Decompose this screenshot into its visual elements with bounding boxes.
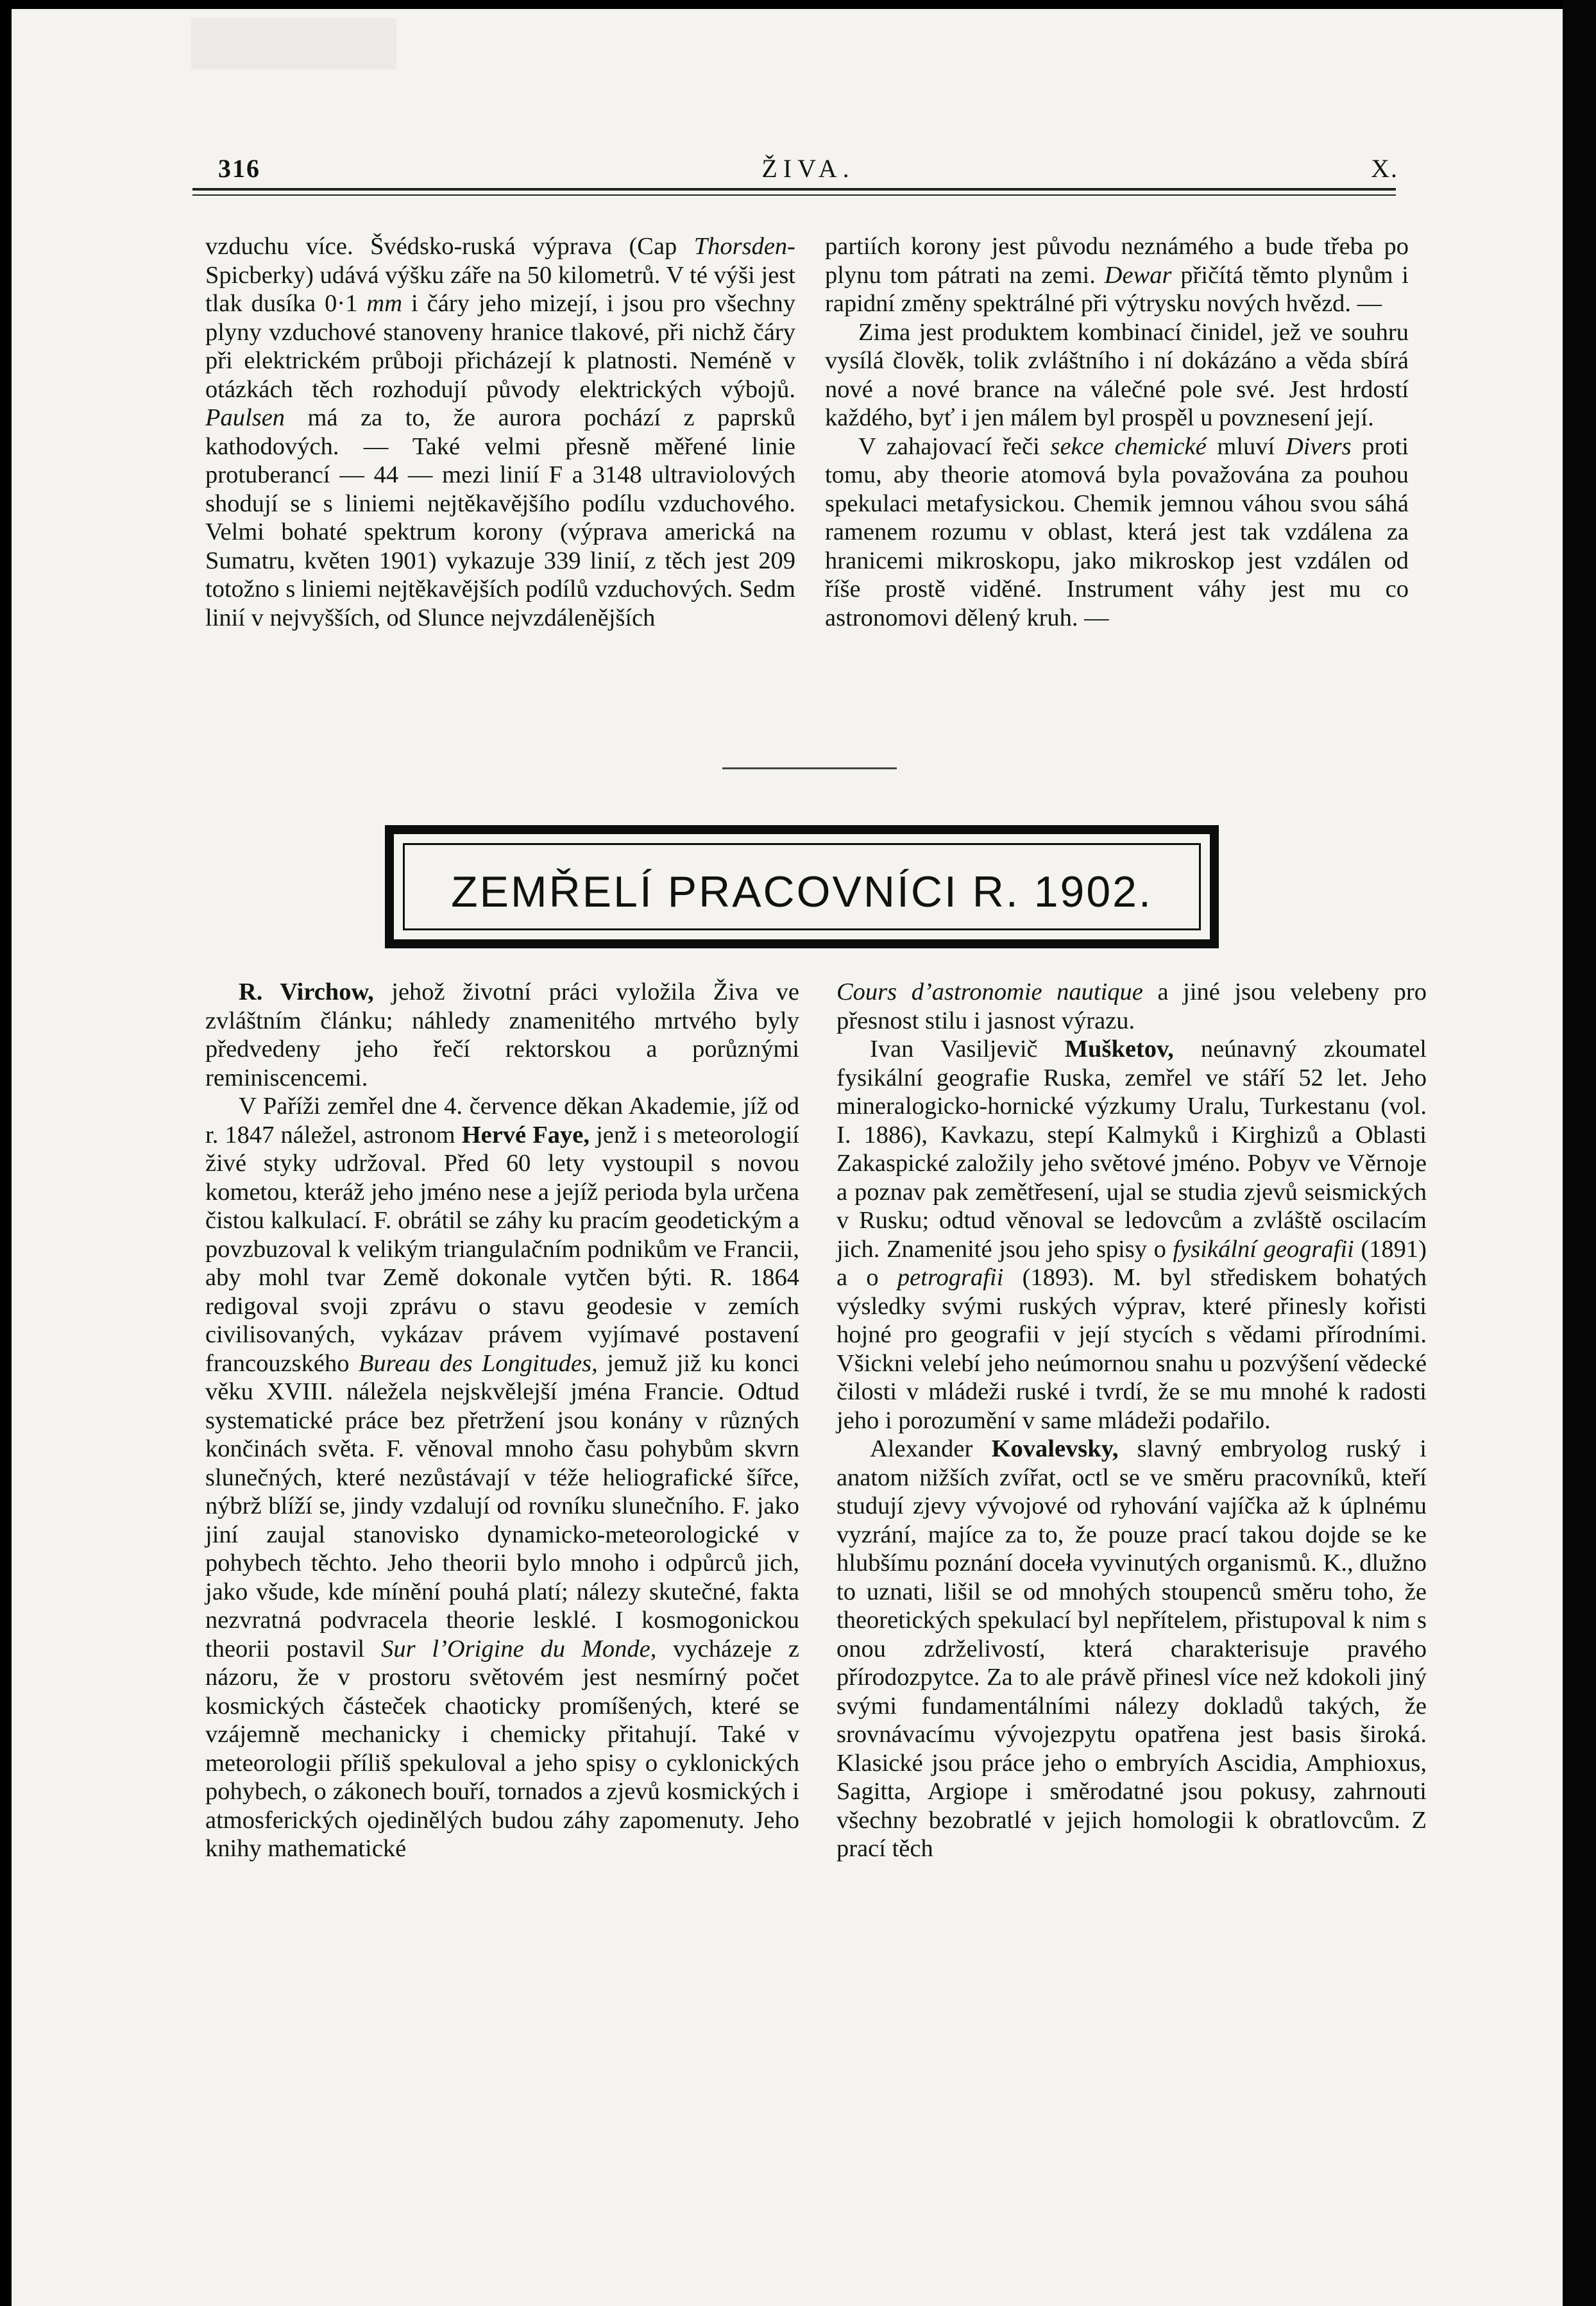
page-header: [218, 153, 1398, 192]
section-title-inner-frame: [403, 843, 1201, 930]
page: [12, 9, 1563, 2306]
paragraph: R. Virchow, jehož životní práci vyložila Živa ve zvláštním článku; náhledy znamenitého mrtvého byly předvedeny jeho řečí rektorskou a porůznými reminiscencemi.: [205, 978, 799, 1091]
journal-title: ŽIVA.: [761, 154, 855, 183]
section-title: ZEMŘELÍ PRACOVNÍCI R. 1902.: [451, 867, 1153, 916]
column-top-left: [205, 232, 795, 632]
page-number: 316: [218, 154, 260, 183]
paragraph: V Paříži zemřel dne 4. července děkan Akademie, jíž od r. 1847 náležel, astronom Hervé Faye, jenž i s meteorologií živé styky udržoval. Před 60 lety vystoupil s novou kometou, kteráž jeho jméno nese a jejíž perioda byla určena čistou kalkulací. F. obrátil se záhy ku pracím geodetickým a povzbuzoval k velikým triangulačním podnikům ve Francii, aby mohl tvar Země dokonale vytčen býti. R. 1864 redigoval svoji zprávu o stavu geodesie v zemích civilisovaných, vykázav právem vyjímavé postavení francouzského Bureau des Longitudes, jemuž již ku konci věku XVIII. náležela nejskvělejší jména Francie. Odtud systematické práce bez přetržení jsou konány v různých končinách světa. F. věnoval mnoho času pohybům skvrn slunečných, které nezůstávají v téže heliografické šířce, nýbrž blíží se, jindy vzdalují od rovníku slunečního. F. jako jiní zaujal stanovisko dynamicko-meteorologické v pohybech těchto. Jeho theorii bylo mnoho i odpůrců jich, jako všude, kde mínění pouhá platí; nálezy skutečné, fakta nezvratná podvracela theorie lesklé. I kosmogonickou theorii postavil Sur l’Origine du Monde, vycházeje z názoru, že v prostoru světovém jest nesmírný počet kosmických částeček chaoticky promíšených, které se vzájemně mechanicky i chemicky přitahují. Také v meteorologii příliš spekuloval a jeho spisy o cyklonických pohybech, o zákonech bouří, tornados a zjevů kosmických i atmosferických ojedinělých budou záhy zapomenuty. Jeho knihy mathematické: [205, 1093, 799, 1862]
scan-edge: [1563, 0, 1596, 2306]
section-separator: [722, 767, 897, 769]
paragraph: Zima jest produktem kombinací činidel, jež ve souhru vysílá člověk, tolik zvláštního i ní dokázáno a věda sbírá nové a nové brance na válečné pole své. Jest hrdostí každého, byť i jen málem byl prospěl u povznesení její.: [825, 318, 1409, 431]
section-title-frame: [385, 825, 1219, 948]
paragraph: vzduchu více. Švédsko-ruská výprava (Cap Thorsden-Spicberky) udává výšku záře na 50 kilometrů. V té výši jest tlak dusíka 0·1 mm i čáry jeho mizejí, i jsou pro všechny plyny vzduchové stanoveny hranice tlakové, při nichž čáry při elektrickém průboji přicházejí k platnosti. Neméně v otázkách těch rozhodují původy elektrických výbojů. Paulsen má za to, že aurora pochází z paprsků kathodových. — Také velmi přesně měřené linie protuberancí — 44 — mezi linií F a 3148 ultraviolových shodují se s liniemi nejtěkavějšího podílu vzduchového. Velmi bohaté spektrum korony (výprava americká na Sumatru, květen 1901) vykazuje 339 linií, z těch jest 209 totožno s liniemi nejtěkavějších podílů vzduchových. Sedm linií v nejvyšších, od Slunce nejvzdálenějších: [205, 233, 795, 631]
header-rule-thick: [192, 188, 1396, 191]
header-rule-thin: [192, 194, 1396, 196]
paragraph: partiích korony jest původu neznámého a bude třeba po plynu tom pátrati na zemi. Dewar přičítá těmto plynům i rapidní změny spektrálné při výtrysku nových hvězd. —: [825, 233, 1409, 317]
paragraph: Cours d’astronomie nautique a jiné jsou velebeny pro přesnost stilu i jasnost výrazu.: [836, 978, 1427, 1034]
volume-number: X.: [1371, 154, 1398, 183]
paragraph: V zahajovací řeči sekce chemické mluví Divers proti tomu, aby theorie atomová byla považována za pouhou spekulaci metafysickou. Chemik jemnou váhou svou sáhá ramenem rozumu v oblast, která jest tak vzdálena za hranicemi mikroskopu, jako mikroskop jest vzdálen od říše prostě viděné. Instrument váhy jest mu co astronomovi dělený kruh. —: [825, 432, 1409, 631]
column-bottom-right: [836, 978, 1427, 1863]
paragraph: Ivan Vasiljevič Mušketov, neúnavný zkoumatel fysikální geografie Ruska, zemřel ve stáří 52 let. Jeho mineralogicko-hornické výzkumy Uralu, Turkestanu (vol. I. 1886), Kavkazu, stepí Kalmyků i Kirghizů a Oblasti Zakaspické založily jeho světové jméno. Pobyv ve Věrnoje a poznav pak zemětřesení, ujal se studia zjevů seismických v Rusku; odtud věnoval se ledovcům a zvláště oscilacím jich. Znamenité jsou jeho spisy o fysikální geografii (1891) a o petrografii (1893). M. byl střediskem bohatých výsledky svými ruských výprav, které přinesly kořisti hojné pro geografii v její stycích s vědami přírodními. Všickni velebí jeho neúmornou snahu u pozvýšení vědecké čilosti v mládeži ruské i tvrdí, že se mu mnohé k radosti jeho i porozumění v same mládeži podařilo.: [836, 1036, 1427, 1434]
column-top-right: [825, 232, 1409, 632]
column-bottom-left: [205, 978, 799, 1863]
paragraph: Alexander Kovalevsky, slavný embryolog ruský i anatom nižších zvířat, octl se ve směru pracovníků, kteří studují zjevy vývojové od ryhování vajíčka až k úplnému vyzrání, majíce za to, že pouze prací takou dojde se ke hlubšímu poznání doceła vyvinutých organismů. K., dlužno to uznati, lišil se od mnohých stoupenců směru toho, že theoretických spekulací byl nepřítelem, přistupoval k nim s onou zdrželivostí, která charakterisuje pravého přírodozpytce. Za to ale právě přinesl více než kdokoli jiný svými fundamentálními nálezy dokladů takých, že srovnávacímu vývojezpytu opatřena jest basis široká. Klasické jsou práce jeho o embryích Ascidia, Amphioxus, Sagitta, Argiope i směrodatné jsou pokusy, zahrnouti všechny bezobratlé v jejich homologii k obratlovcům. Z prací těch: [836, 1435, 1427, 1862]
scan-smudge: [191, 18, 396, 69]
